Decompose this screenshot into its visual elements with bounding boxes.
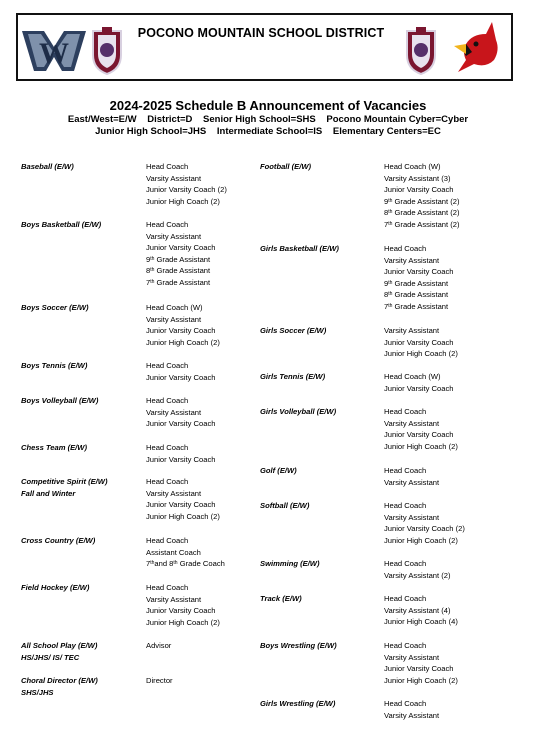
sport-name: Boys Tennis (E/W)	[21, 361, 88, 370]
position-item: Head Coach	[384, 641, 427, 650]
position-item: Head Coach (W)	[384, 372, 441, 381]
position-list	[384, 640, 458, 686]
position-item: 8th Grade Assistant	[146, 266, 211, 276]
sport-name: Softball (E/W)	[260, 501, 310, 510]
sport-name: Golf (E/W)	[260, 466, 297, 475]
position-item: Varsity Assistant	[146, 594, 202, 604]
sport-name: Boys Wrestling (E/W)	[260, 641, 337, 650]
sport-name: Boys Volleyball (E/W)	[21, 396, 99, 405]
position-item: Junior Varsity Coach	[384, 267, 454, 277]
sport-name: All School Play (E/W) HS/JHS/ IS/ TEC	[21, 641, 98, 662]
position-item: 7th Grade Assistant	[384, 301, 449, 311]
sport-name: Chess Team (E/W)	[21, 443, 87, 452]
legend-item: Senior High School=SHS	[203, 114, 316, 125]
sport-name: Field Hockey (E/W)	[21, 583, 90, 592]
position-item: Head Coach	[384, 466, 427, 475]
position-item: Junior Varsity Coach	[146, 372, 216, 382]
position-item: Head Coach	[384, 407, 427, 416]
position-list	[384, 698, 439, 721]
position-list	[146, 582, 220, 628]
position-item: Junior Varsity Coach	[384, 430, 454, 440]
sport-name: Track (E/W)	[260, 594, 302, 603]
position-item: Junior Varsity Coach (2)	[146, 185, 227, 195]
position-item: 7th Grade Assistant	[146, 277, 211, 287]
position-item: Varsity Assistant (4)	[384, 605, 451, 615]
legend-item: Elementary Centers=EC	[332, 126, 441, 137]
position-item: 9th Grade Assistant (2)	[384, 196, 460, 206]
position-item: Junior High Coach (2)	[384, 441, 458, 451]
position-item: Junior Varsity Coach	[146, 454, 216, 464]
position-item: Junior Varsity Coach	[146, 243, 216, 253]
position-item: Head Coach (W)	[384, 162, 441, 171]
sport-name: Cross Country (E/W)	[21, 536, 96, 545]
sport-name: Competitive Spirit (E/W) Fall and Winter	[21, 477, 108, 498]
position-item: Varsity Assistant (3)	[384, 173, 451, 183]
position-item: Head Coach	[384, 501, 427, 510]
position-item: Junior High Coach (2)	[146, 337, 220, 347]
position-item: Head Coach	[384, 559, 427, 568]
position-list	[146, 476, 220, 522]
sport-name: Girls Volleyball (E/W)	[260, 407, 337, 416]
position-list	[146, 442, 216, 465]
position-item: Head Coach	[146, 477, 189, 486]
sport-name: Boys Basketball (E/W)	[21, 220, 102, 229]
position-item: 8th Grade Assistant (2)	[384, 208, 460, 218]
wildcats-logo	[22, 27, 86, 73]
legend-item: District=D	[147, 114, 193, 125]
position-list	[384, 406, 458, 452]
position-item: Varsity Assistant	[384, 710, 440, 720]
position-list	[384, 325, 458, 360]
position-item: Varsity Assistant	[384, 418, 440, 428]
position-list	[146, 302, 220, 348]
position-item: 7th Grade Assistant (2)	[384, 219, 460, 229]
position-item: Junior High Coach (4)	[384, 617, 458, 627]
position-list	[384, 465, 439, 488]
position-list	[384, 500, 465, 546]
district-name: POCONO MOUNTAIN SCHOOL DISTRICT	[137, 26, 385, 40]
position-item: 9th Grade Assistant	[146, 254, 211, 264]
position-item: Varsity Assistant	[146, 314, 202, 324]
announcement-title: 2024-2025 Schedule B Announcement of Vacancies	[109, 98, 427, 113]
position-item: 7thand 8th Grade Coach	[146, 559, 225, 569]
position-item: Varsity Assistant	[146, 173, 202, 183]
sport-name: Girls Wrestling (E/W)	[260, 699, 336, 708]
position-item: Head Coach	[384, 244, 427, 253]
legend-item: East/West=E/W	[67, 114, 137, 125]
position-item: Head Coach	[384, 594, 427, 603]
cardinal-logo	[452, 20, 506, 76]
position-list	[146, 640, 171, 652]
position-item: Junior Varsity Coach	[384, 664, 454, 674]
position-item: Junior Varsity Coach	[384, 185, 454, 195]
logo-letter: W	[39, 37, 69, 70]
position-item: Varsity Assistant	[384, 326, 440, 335]
position-item: 9th Grade Assistant	[384, 278, 449, 288]
abbreviation-legend-line1	[0, 114, 536, 125]
position-item: Head Coach	[146, 162, 189, 171]
position-item: Junior Varsity Coach	[146, 606, 216, 616]
legend-item: Pocono Mountain Cyber=Cyber	[326, 114, 469, 125]
position-list	[146, 360, 216, 383]
position-item: Junior High Coach (2)	[146, 617, 220, 627]
sport-name: Girls Tennis (E/W)	[260, 372, 326, 381]
position-item: Head Coach	[146, 536, 189, 545]
position-item: Varsity Assistant	[384, 255, 440, 265]
sport-name: Girls Soccer (E/W)	[260, 326, 327, 335]
position-list	[146, 161, 227, 207]
position-item: Junior High Coach (2)	[146, 511, 220, 521]
position-item: Varsity Assistant	[384, 512, 440, 522]
position-item: Head Coach	[146, 396, 189, 405]
position-list	[146, 219, 216, 289]
position-item: Varsity Assistant	[384, 652, 440, 662]
position-item: Junior Varsity Coach (2)	[384, 524, 465, 534]
position-item: Varsity Assistant	[384, 477, 440, 487]
position-list	[146, 395, 216, 430]
position-item: Junior Varsity Coach	[146, 326, 216, 336]
district-crest-right	[404, 25, 438, 75]
sport-name: Football (E/W)	[260, 162, 312, 171]
sport-name: Swimming (E/W)	[260, 559, 320, 568]
position-item: Junior High Coach (2)	[384, 349, 458, 359]
position-item: Junior Varsity Coach	[384, 337, 454, 347]
position-item: Junior High Coach (2)	[146, 196, 220, 206]
position-item: Varsity Assistant	[146, 488, 202, 498]
district-crest-left	[90, 25, 124, 75]
position-item: Junior High Coach (2)	[384, 675, 458, 685]
position-item: Head Coach	[146, 220, 189, 229]
position-item: Director	[146, 676, 173, 685]
position-item: Head Coach	[146, 443, 189, 452]
position-item: Head Coach	[146, 583, 189, 592]
position-item: Head Coach	[384, 699, 427, 708]
legend-item: Junior High School=JHS	[95, 126, 207, 137]
position-item: Head Coach (W)	[146, 303, 203, 312]
legend-item: Intermediate School=IS	[216, 126, 323, 137]
position-item: Junior High Coach (2)	[384, 535, 458, 545]
sport-name: Girls Basketball (E/W)	[260, 244, 339, 253]
position-item: Junior Varsity Coach	[146, 419, 216, 429]
position-item: Junior Varsity Coach	[146, 500, 216, 510]
position-item: Varsity Assistant	[146, 407, 202, 417]
position-item: Varsity Assistant (2)	[384, 570, 451, 580]
position-list	[146, 535, 225, 570]
position-item: 8th Grade Assistant	[384, 290, 449, 300]
position-list	[384, 371, 454, 394]
sport-name: Boys Soccer (E/W)	[21, 303, 89, 312]
abbreviation-legend-line2	[0, 126, 536, 137]
position-item: Advisor	[146, 641, 172, 650]
position-item: Head Coach	[146, 361, 189, 370]
position-list	[384, 161, 460, 231]
sport-name: Baseball (E/W)	[21, 162, 74, 171]
position-item: Assistant Coach	[146, 547, 201, 557]
position-list	[384, 558, 451, 581]
position-item: Junior Varsity Coach	[384, 383, 454, 393]
position-item: Varsity Assistant	[146, 231, 202, 241]
position-list	[146, 675, 173, 687]
sport-name: Choral Director (E/W) SHS/JHS	[21, 676, 98, 697]
position-list	[384, 593, 458, 628]
position-list	[384, 243, 454, 313]
